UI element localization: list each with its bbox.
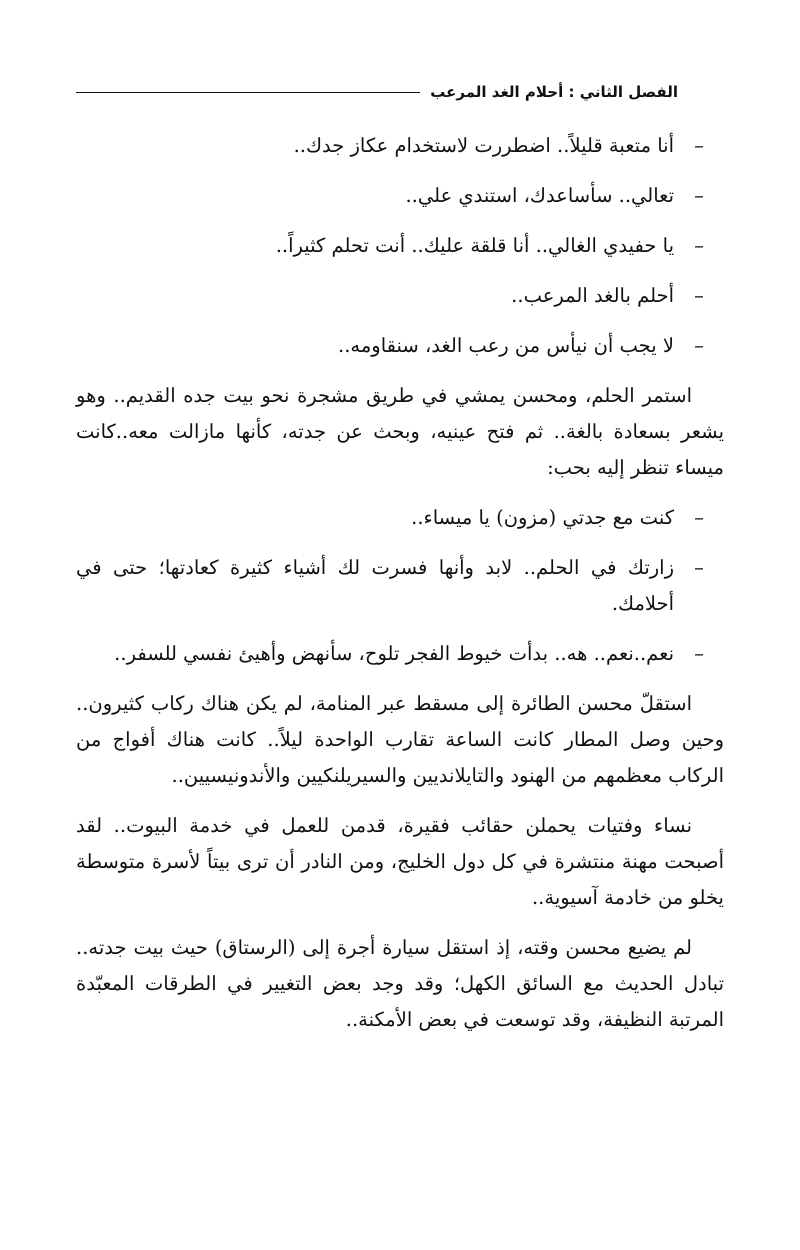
- narrative-paragraph: استقلّ محسن الطائرة إلى مسقط عبر المنامة، لم يكن هناك ركاب كثيرون.. وحين وصل المطار كانت الساعة تقارب الواحدة ليلاً.. كانت هناك أفواج من الركاب معظمهم من الهنود والتايلانديين والسيريلنكيين والأندونيسيين..: [76, 692, 724, 787]
- dialogue-text: تعالي.. سأساعدك، استندي علي..: [405, 184, 674, 207]
- dialogue-dash: –: [694, 506, 704, 529]
- dialogue-text: زارتك في الحلم.. لابد وأنها فسرت لك أشياء كثيرة كعادتها؛ حتى في أحلامك.: [76, 556, 674, 615]
- dialogue-text: نعم..نعم.. هه.. بدأت خيوط الفجر تلوح، سأنهض وأهيئ نفسي للسفر..: [114, 642, 674, 665]
- dialogue-line: [76, 228, 724, 264]
- dialogue-line: [76, 128, 724, 164]
- dialogue-dash: –: [694, 134, 704, 157]
- dialogue-line: [76, 550, 724, 622]
- dialogue-text: يا حفيدي الغالي.. أنا قلقة عليك.. أنت تحلم كثيراً..: [275, 234, 674, 257]
- running-header: [76, 78, 678, 106]
- dialogue-line: [76, 500, 724, 536]
- narrative-paragraph: استمر الحلم، ومحسن يمشي في طريق مشجرة نحو بيت جده القديم.. وهو يشعر بسعادة بالغة.. ثم فتح عينيه، وبحث عن جدته، كأنها مازالت معه..كانت ميساء تنظر إليه بحب:: [76, 384, 724, 479]
- dialogue-line: [76, 636, 724, 672]
- narrative-paragraph: لم يضيع محسن وقته، إذ استقل سيارة أجرة إلى (الرستاق) حيث بيت جدته.. تبادل الحديث مع السائق الكهل؛ وقد وجد بعض التغيير في الطرقات المعبّدة المرتبة النظيفة، وقد توسعت في بعض الأمكنة..: [76, 936, 724, 1031]
- narrative-paragraph: نساء وفتيات يحملن حقائب فقيرة، قدمن للعمل في خدمة البيوت.. لقد أصبحت مهنة منتشرة في كل دول الخليج، ومن النادر أن ترى بيتاً لأسرة متوسطة يخلو من خادمة آسيوية..: [76, 814, 724, 909]
- dialogue-dash: –: [694, 642, 704, 665]
- dialogue-dash: –: [694, 284, 704, 307]
- header-rule: [76, 92, 420, 93]
- dialogue-line: [76, 328, 724, 364]
- dialogue-dash: –: [694, 234, 704, 257]
- chapter-title: الفصل الثاني : أحلام الغد المرعب: [430, 83, 678, 101]
- dialogue-dash: –: [694, 184, 704, 207]
- dialogue-text: أحلم بالغد المرعب..: [511, 284, 674, 307]
- dialogue-text: لا يجب أن نيأس من رعب الغد، سنقاومه..: [338, 334, 674, 357]
- dialogue-line: [76, 278, 724, 314]
- page-body: [76, 128, 724, 1052]
- dialogue-line: [76, 178, 724, 214]
- dialogue-text: كنت مع جدتي (مزون) يا ميساء..: [411, 506, 674, 529]
- dialogue-text: أنا متعبة قليلاً.. اضطررت لاستخدام عكاز جدك..: [293, 134, 674, 157]
- dialogue-dash: –: [694, 556, 704, 579]
- dialogue-dash: –: [694, 334, 704, 357]
